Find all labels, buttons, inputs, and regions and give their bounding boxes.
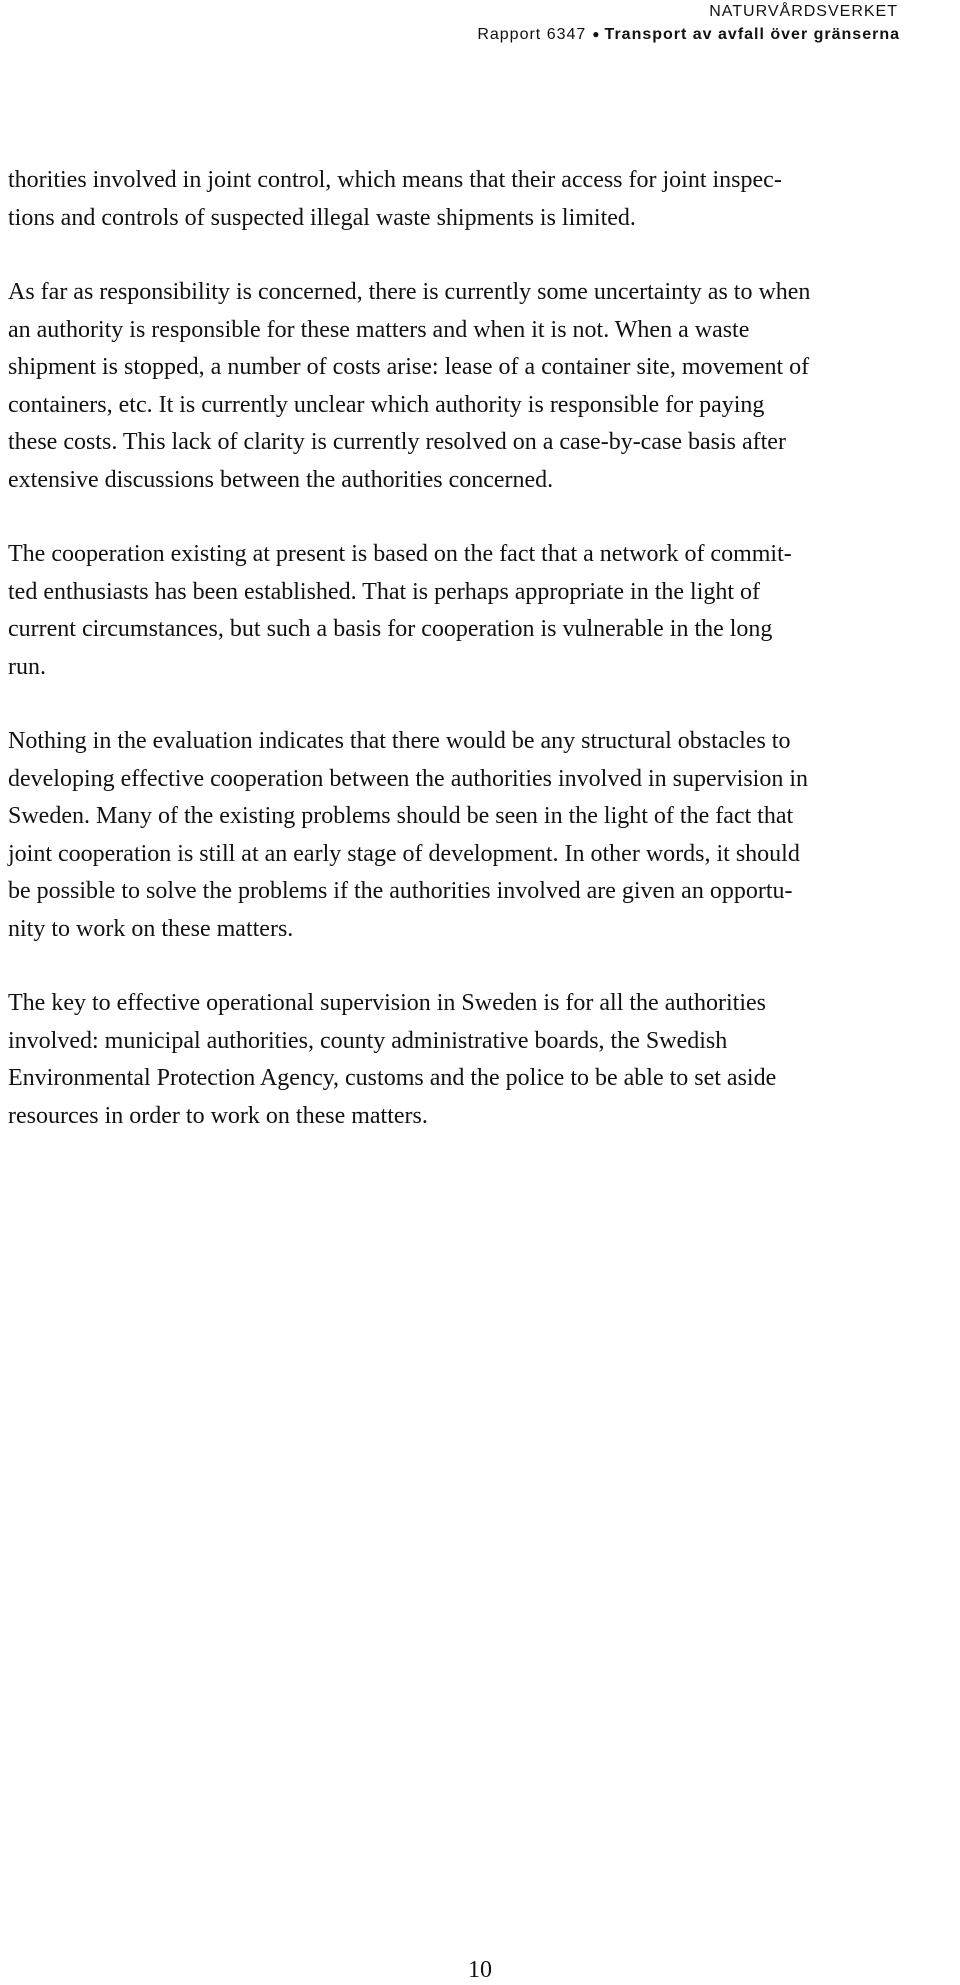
paragraph-line: these costs. This lack of clarity is currently resolved on a case-by-case basis after: [8, 429, 786, 455]
paragraph-5: [8, 985, 960, 1135]
page-header: [0, 0, 960, 46]
paragraph-line: joint cooperation is still at an early stage of development. In other words, it should: [8, 840, 800, 867]
paragraph-line: As far as responsibility is concerned, there is currently some uncertainty as to when: [8, 279, 811, 305]
paragraph-line: involved: municipal authorities, county administrative boards, the Swedish: [8, 1027, 728, 1054]
paragraph-line: resources in order to work on these matters.: [8, 1102, 428, 1129]
paragraph-3: [8, 536, 960, 686]
paragraph-4: [8, 723, 960, 948]
paragraph-line: tions and controls of suspected illegal waste shipments is limited.: [8, 204, 636, 231]
organization-name: NATURVÅRDSVERKET: [709, 3, 898, 20]
report-number: Rapport 6347: [477, 26, 587, 43]
paragraph-line: current circumstances, but such a basis for cooperation is vulnerable in the long: [8, 616, 773, 642]
paragraph-line: be possible to solve the problems if the authorities involved are given an opportu-: [8, 878, 793, 904]
report-line: [0, 23, 900, 46]
paragraph-line: extensive discussions between the authorities concerned.: [8, 466, 554, 493]
paragraph-1: [8, 162, 960, 237]
bullet-separator-icon: ●: [592, 27, 601, 42]
paragraph-line: an authority is responsible for these matters and when it is not. When a waste: [8, 316, 750, 343]
paragraph-line: Sweden. Many of the existing problems should be seen in the light of the fact that: [8, 803, 794, 829]
paragraph-line: The cooperation existing at present is based on the fact that a network of commit-: [8, 541, 792, 567]
document-body: [8, 162, 960, 1172]
paragraph-line: Nothing in the evaluation indicates that there would be any structural obstacles to: [8, 728, 791, 754]
report-title: Transport av avfall över gränserna: [604, 26, 900, 43]
paragraph-line: nity to work on these matters.: [8, 915, 294, 942]
paragraph-line: run.: [8, 653, 46, 680]
page-number: 10: [468, 1957, 492, 1983]
paragraph-line: developing effective cooperation between the authorities involved in supervision in: [8, 765, 808, 792]
paragraph-line: The key to effective operational supervision in Sweden is for all the authorities: [8, 990, 767, 1016]
paragraph-line: containers, etc. It is currently unclear which authority is responsible for paying: [8, 391, 765, 418]
paragraph-line: ted enthusiasts has been established. That is perhaps appropriate in the light of: [8, 578, 761, 605]
paragraph-line: Environmental Protection Agency, customs and the police to be able to set aside: [8, 1065, 777, 1091]
paragraph-line: shipment is stopped, a number of costs arise: lease of a container site, movement of: [8, 354, 810, 380]
paragraph-2: [8, 274, 960, 499]
paragraph-line: thorities involved in joint control, which means that their access for joint inspec-: [8, 167, 782, 193]
